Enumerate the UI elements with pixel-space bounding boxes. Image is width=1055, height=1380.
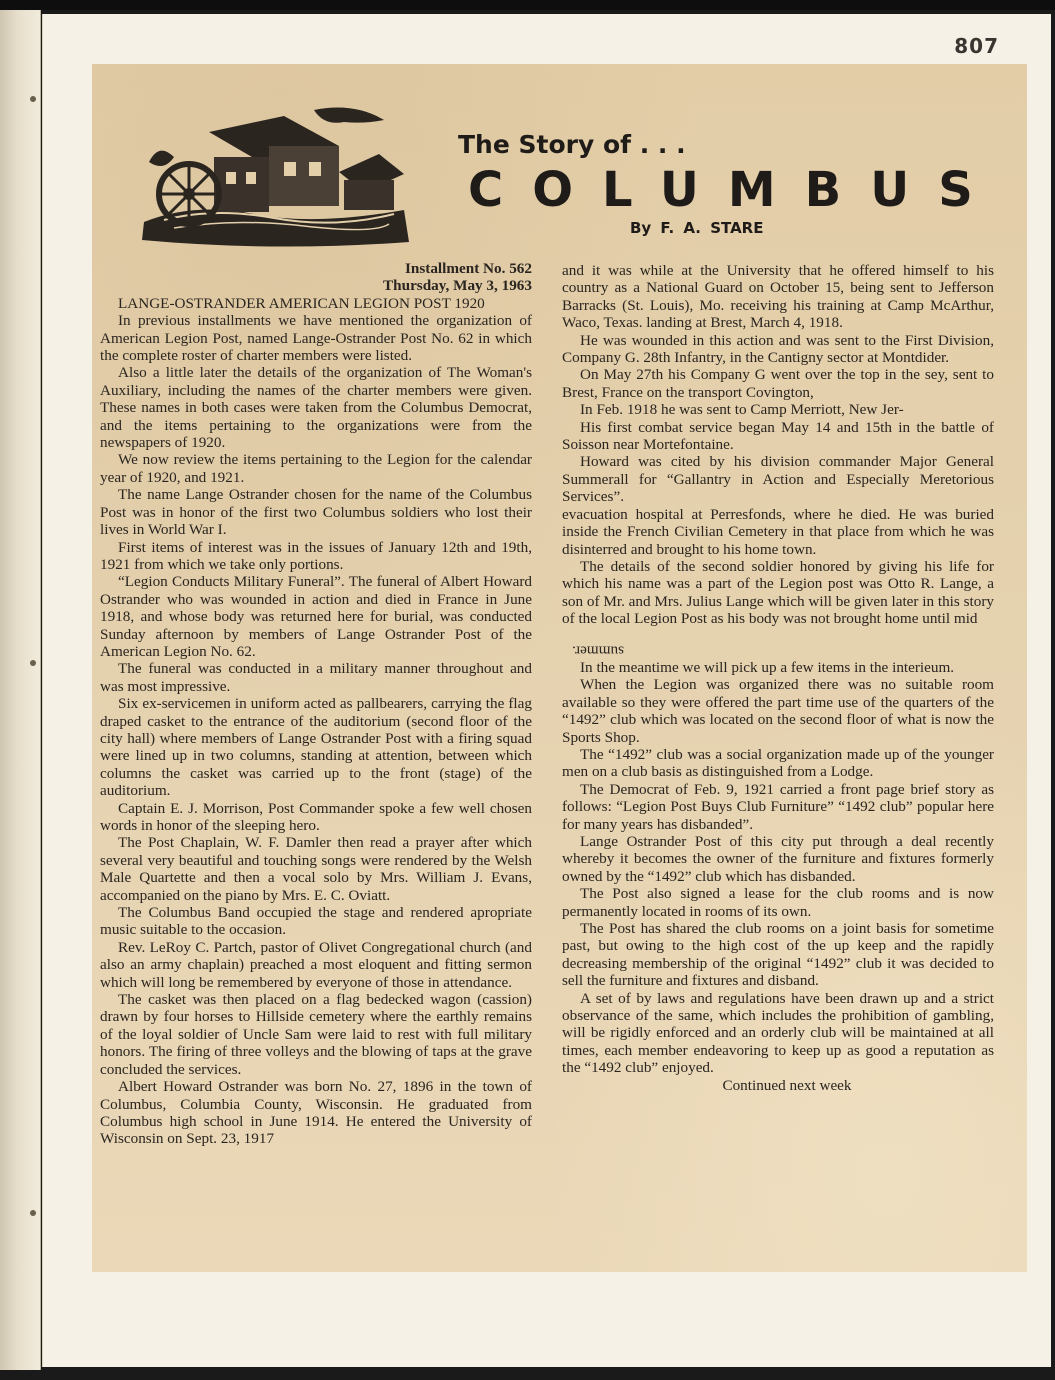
article-paragraph: The Post Chaplain, W. F. Damler then read a prayer after which several very beautiful and touching songs were rendered by the Welsh Male Quartette and then a vocal solo by Mrs. William J. Evans, accompanied on the piano by Mrs. E. C. Oviatt. bbox=[100, 834, 532, 904]
article-paragraph: The “1492” club was a social organization made up of the younger men on a club basis as distinguished from a Lodge. bbox=[562, 745, 994, 781]
article-paragraph: and it was while at the University that he offered himself to his country as a National Guard on October 15, being sent to Jefferson Barracks (St. Louis), Mo. receiving his training at Camp McArthur, Waco, Texas. landing at Brest, March 4, 1918. bbox=[562, 262, 994, 332]
left-column bbox=[100, 260, 532, 1148]
article-paragraph: The funeral was conducted in a military manner throughout and was most impressive. bbox=[100, 660, 532, 695]
article-paragraph: evacuation hospital at Perresfonds, where he died. He was buried inside the French Civilian Cemetery in that place from which he was disinterred and brought to his home town. bbox=[562, 505, 994, 558]
publication-date: Thursday, May 3, 1963 bbox=[383, 277, 532, 295]
article-paragraph: The Post also signed a lease for the club rooms and is now permanently located in rooms of its own. bbox=[562, 885, 994, 920]
article-paragraph: On May 27th his Company G went over the top in the sey, sent to Brest, France on the transport Covington, bbox=[562, 366, 994, 401]
article-paragraph: The Democrat of Feb. 9, 1921 carried a front page brief story as follows: “Legion Post Buys Club Furniture” “1492 club” popular here for many years has disbanded”. bbox=[562, 780, 994, 833]
article-paragraph: The details of the second soldier honored by giving his life for which his name was a part of the Legion post was Otto R. Lange, a son of Mr. and Mrs. Julius Lange which will be given later in this story of the local Legion Post as his body was not brought home until mid bbox=[562, 557, 994, 628]
right-paragraphs-bottom bbox=[562, 659, 994, 1077]
binder-spine bbox=[0, 10, 41, 1370]
article-paragraph: Rev. LeRoy C. Partch, pastor of Olivet Congregational church (and also an army chaplain) preached a most eloquent and fitting sermon which will long be remembered by everyone of those in attendance. bbox=[100, 938, 532, 991]
article-paragraph: “Legion Conducts Military Funeral”. The funeral of Albert Howard Ostrander who was wounded in action and died in France in June 1918, and whose body was returned here for burial, was conducted Sunday afternoon by members of Lange Ostrander Post of the American Legion No. 62. bbox=[100, 573, 532, 660]
upside-down-word: summer. bbox=[572, 641, 624, 659]
story-title: The Story of . . . bbox=[458, 130, 686, 159]
article-paragraph: In previous installments we have mentioned the organization of American Legion Post, named Lange-Ostrander Post No. 62 in which the complete roster of charter members were listed. bbox=[100, 312, 532, 365]
article-paragraph: When the Legion was organized there was no suitable room available so they were offered the part time use of the quarters of the “1492” club which was located on the second floor of what is now the Sports Shop. bbox=[562, 676, 994, 746]
article-paragraph: First items of interest was in the issues of January 12th and 19th, 1921 from which we take only portions. bbox=[100, 538, 532, 573]
article-paragraph: The casket was then placed on a flag bedecked wagon (cassion) drawn by four horses to Hillside cemetery where the earthly remains of the loyal soldier of Uncle Sam were laid to rest with full military honors. The firing of three volleys and the blowing of taps at the grave concluded the services. bbox=[100, 991, 532, 1078]
article-paragraph: He was wounded in this action and was sent to the First Division, Company G. 28th Infantry, in the Cantigny sector at Montdider. bbox=[562, 331, 994, 367]
binder-hole bbox=[30, 1210, 36, 1216]
article-paragraph: The Post has shared the club rooms on a joint basis for sometime past, but owing to the high cost of the up keep and the rapidly decreasing membership of the original “1492” club it was decided to sell the furniture and fixtures and disband. bbox=[562, 920, 994, 990]
article-paragraph: Howard was cited by his division commander Major General Summerall for “Gallantry in Action and Especially Meretorious Services”. bbox=[562, 453, 994, 506]
installment-number: Installment No. 562 bbox=[405, 260, 532, 277]
binder-hole bbox=[30, 660, 36, 666]
article-paragraph: Captain E. J. Morrison, Post Commander spoke a few well chosen words in honor of the sleeping hero. bbox=[100, 799, 532, 834]
right-paragraphs-top bbox=[562, 262, 994, 628]
article-paragraph: We now review the items pertaining to the Legion for the calendar year of 1920, and 1921. bbox=[100, 451, 532, 486]
columbus-headline: COLUMBUS bbox=[468, 162, 1002, 218]
top-border bbox=[0, 0, 1055, 10]
article-paragraph: The name Lange Ostrander chosen for the name of the Columbus Post was in honor of the first two Columbus soldiers who lost their lives in World War I. bbox=[100, 486, 532, 539]
article-paragraph: Lange Ostrander Post of this city put through a deal recently whereby it becomes the owner of the furniture and fixtures formerly owned by the “1492” club which has disbanded. bbox=[562, 833, 994, 885]
article-paragraph: A set of by laws and regulations have been drawn up and a strict observance of the same, which includes the prohibition of gambling, will be rigidly enforced and an orderly club will be maintained at all times, each member endeavoring to keep up as good a reputation as the “1492 club” enjoyed. bbox=[562, 989, 994, 1077]
section-heading: LANGE-OSTRANDER AMERICAN LEGION POST 1920 bbox=[118, 294, 485, 312]
binder-hole bbox=[30, 96, 36, 102]
left-paragraphs bbox=[100, 312, 532, 1148]
continued-next-week: Continued next week bbox=[722, 1076, 852, 1094]
mill-illustration-icon bbox=[134, 102, 414, 252]
article-paragraph: In Feb. 1918 he was sent to Camp Merriott, New Jer- bbox=[580, 401, 904, 419]
article-paragraph: The Columbus Band occupied the stage and rendered apropriate music suitable to the occasion. bbox=[100, 904, 532, 939]
right-column bbox=[562, 262, 994, 1094]
article-paragraph: Six ex-servicemen in uniform acted as pallbearers, carrying the flag draped casket to the entrance of the auditorium (second floor of the city hall) where members of Lange Ostrander Post with a firing squad were lined up in two columns, standing at attention, between which columns the casket was carried up to the front (stage) of the auditorium. bbox=[100, 695, 532, 800]
page-number: 807 bbox=[954, 34, 999, 58]
author-byline: By F. A. STARE bbox=[630, 219, 764, 237]
article-paragraph: His first combat service began May 14 and 15th in the battle of Soisson near Mortefontaine. bbox=[562, 418, 994, 454]
article-paragraph: Albert Howard Ostrander was born No. 27, 1896 in the town of Columbus, Columbia County, Wisconsin. He graduated from Columbus high school in June 1914. He entered the University of Wisconsin on Sept. 23, 1917 bbox=[100, 1078, 532, 1148]
newspaper-clipping bbox=[92, 64, 1027, 1272]
article-paragraph: In the meantime we will pick up a few items in the interieum. bbox=[580, 658, 955, 676]
article-paragraph: Also a little later the details of the organization of The Woman's Auxiliary, including the names of the charter members were given. These names in both cases were taken from the Columbus Democrat, and the items pertaining to the organizations were from the newspapers of 1920. bbox=[100, 364, 532, 452]
